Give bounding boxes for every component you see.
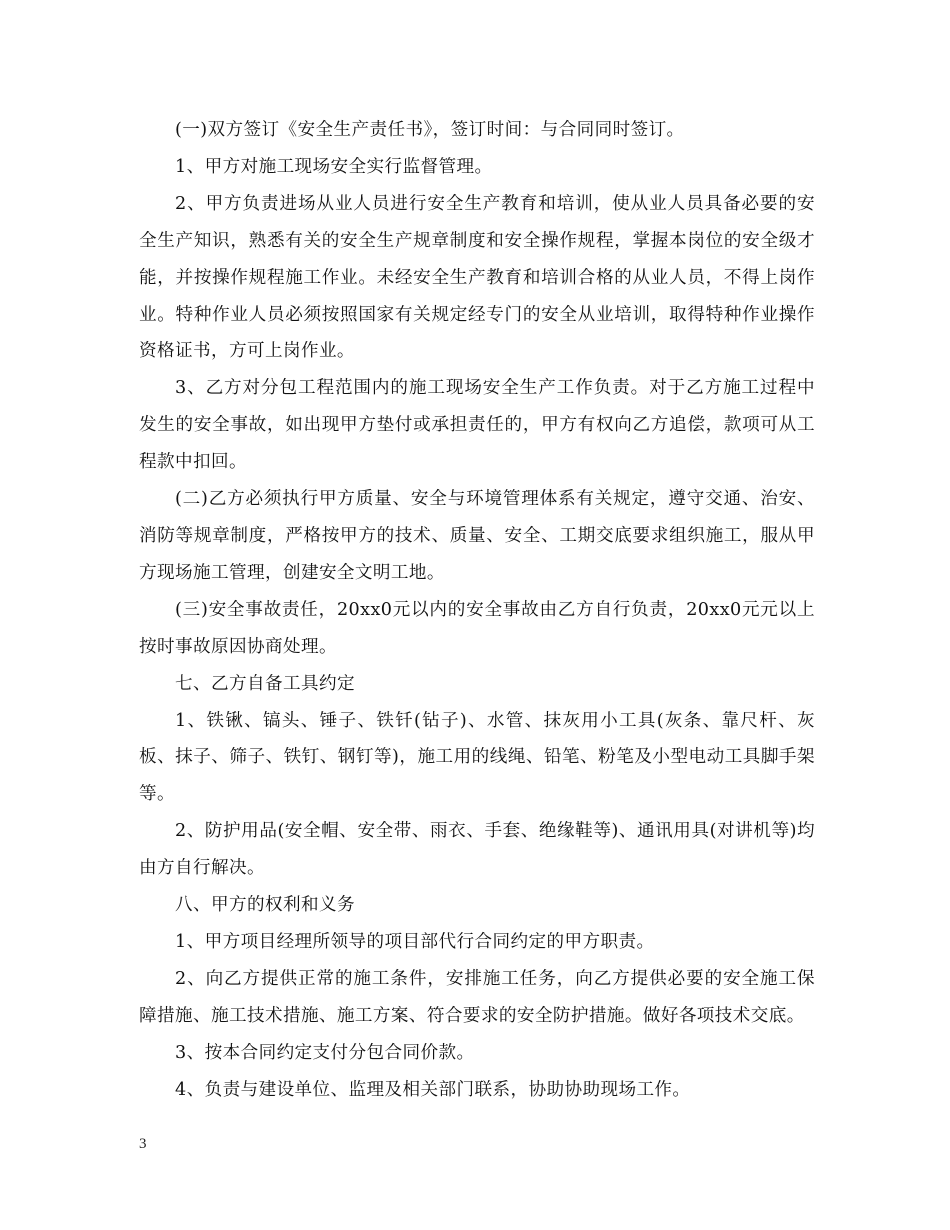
section-heading-7: 七、乙方自备工具约定 (175, 673, 355, 694)
paragraph-5: (二)乙方必须执行甲方质量、安全与环境管理体系有关规定，遵守交通、治安、消防等规章制度，严格按甲方的技术、质量、安全、工期交底要求组织施工，服从甲方现场施工管理，创建安全文明工地。 (139, 489, 815, 583)
document-body (139, 112, 815, 1108)
paragraph-8: 1、铁锹、镐头、锤子、铁钎(钻子)、水管、抹灰用小工具(灰条、靠尺杆、灰板、抹子、筛子、铁钉、钢钉等)，施工用的线绳、铅笔、粉笔及小型电动工具脚手架等。 (139, 710, 815, 805)
paragraph-13: 3、按本合同约定支付分包合同价款。 (175, 1042, 475, 1063)
paragraph-2: 1、甲方对施工现场安全实行监督管理。 (175, 156, 493, 177)
paragraph-6: (三)安全事故责任，20xx0元以内的安全事故由乙方自行负责，20xx0元元以上按时事故原因协商处理。 (139, 599, 815, 657)
paragraph-1: (一)双方签订《安全生产责任书》，签订时间：与合同同时签订。 (175, 120, 685, 140)
paragraph-4: 3、乙方对分包工程范围内的施工现场安全生产工作负责。对于乙方施工过程中发生的安全事故，如出现甲方垫付或承担责任的，甲方有权向乙方追偿，款项可从工程款中扣回。 (139, 378, 815, 473)
page-number: 3 (139, 1136, 147, 1152)
paragraph-3: 2、甲方负责进场从业人员进行安全生产教育和培训，使从业人员具备必要的安全生产知识，熟悉有关的安全生产规章制度和安全操作规程，掌握本岗位的安全级才能，并按操作规程施工作业。未经安全生产教育和培训合格的从业人员，不得上岗作业。特种作业人员必须按照国家有关规定经专门的安全从业培训，取得特种作业操作资格证书，方可上岗作业。 (139, 193, 815, 362)
paragraph-14: 4、负责与建设单位、监理及相关部门联系，协助协助现场工作。 (175, 1079, 691, 1100)
paragraph-11: 1、甲方项目经理所领导的项目部代行合同约定的甲方职责。 (175, 931, 655, 952)
paragraph-9: 2、防护用品(安全帽、安全带、雨衣、手套、绝缘鞋等)、通讯用具(对讲机等)均由方自行解决。 (139, 821, 815, 879)
section-heading-8: 八、甲方的权利和义务 (175, 895, 355, 916)
paragraph-12: 2、向乙方提供正常的施工条件，安排施工任务，向乙方提供必要的安全施工保障措施、施工技术措施、施工方案、符合要求的安全防护措施。做好各项技术交底。 (139, 968, 815, 1026)
